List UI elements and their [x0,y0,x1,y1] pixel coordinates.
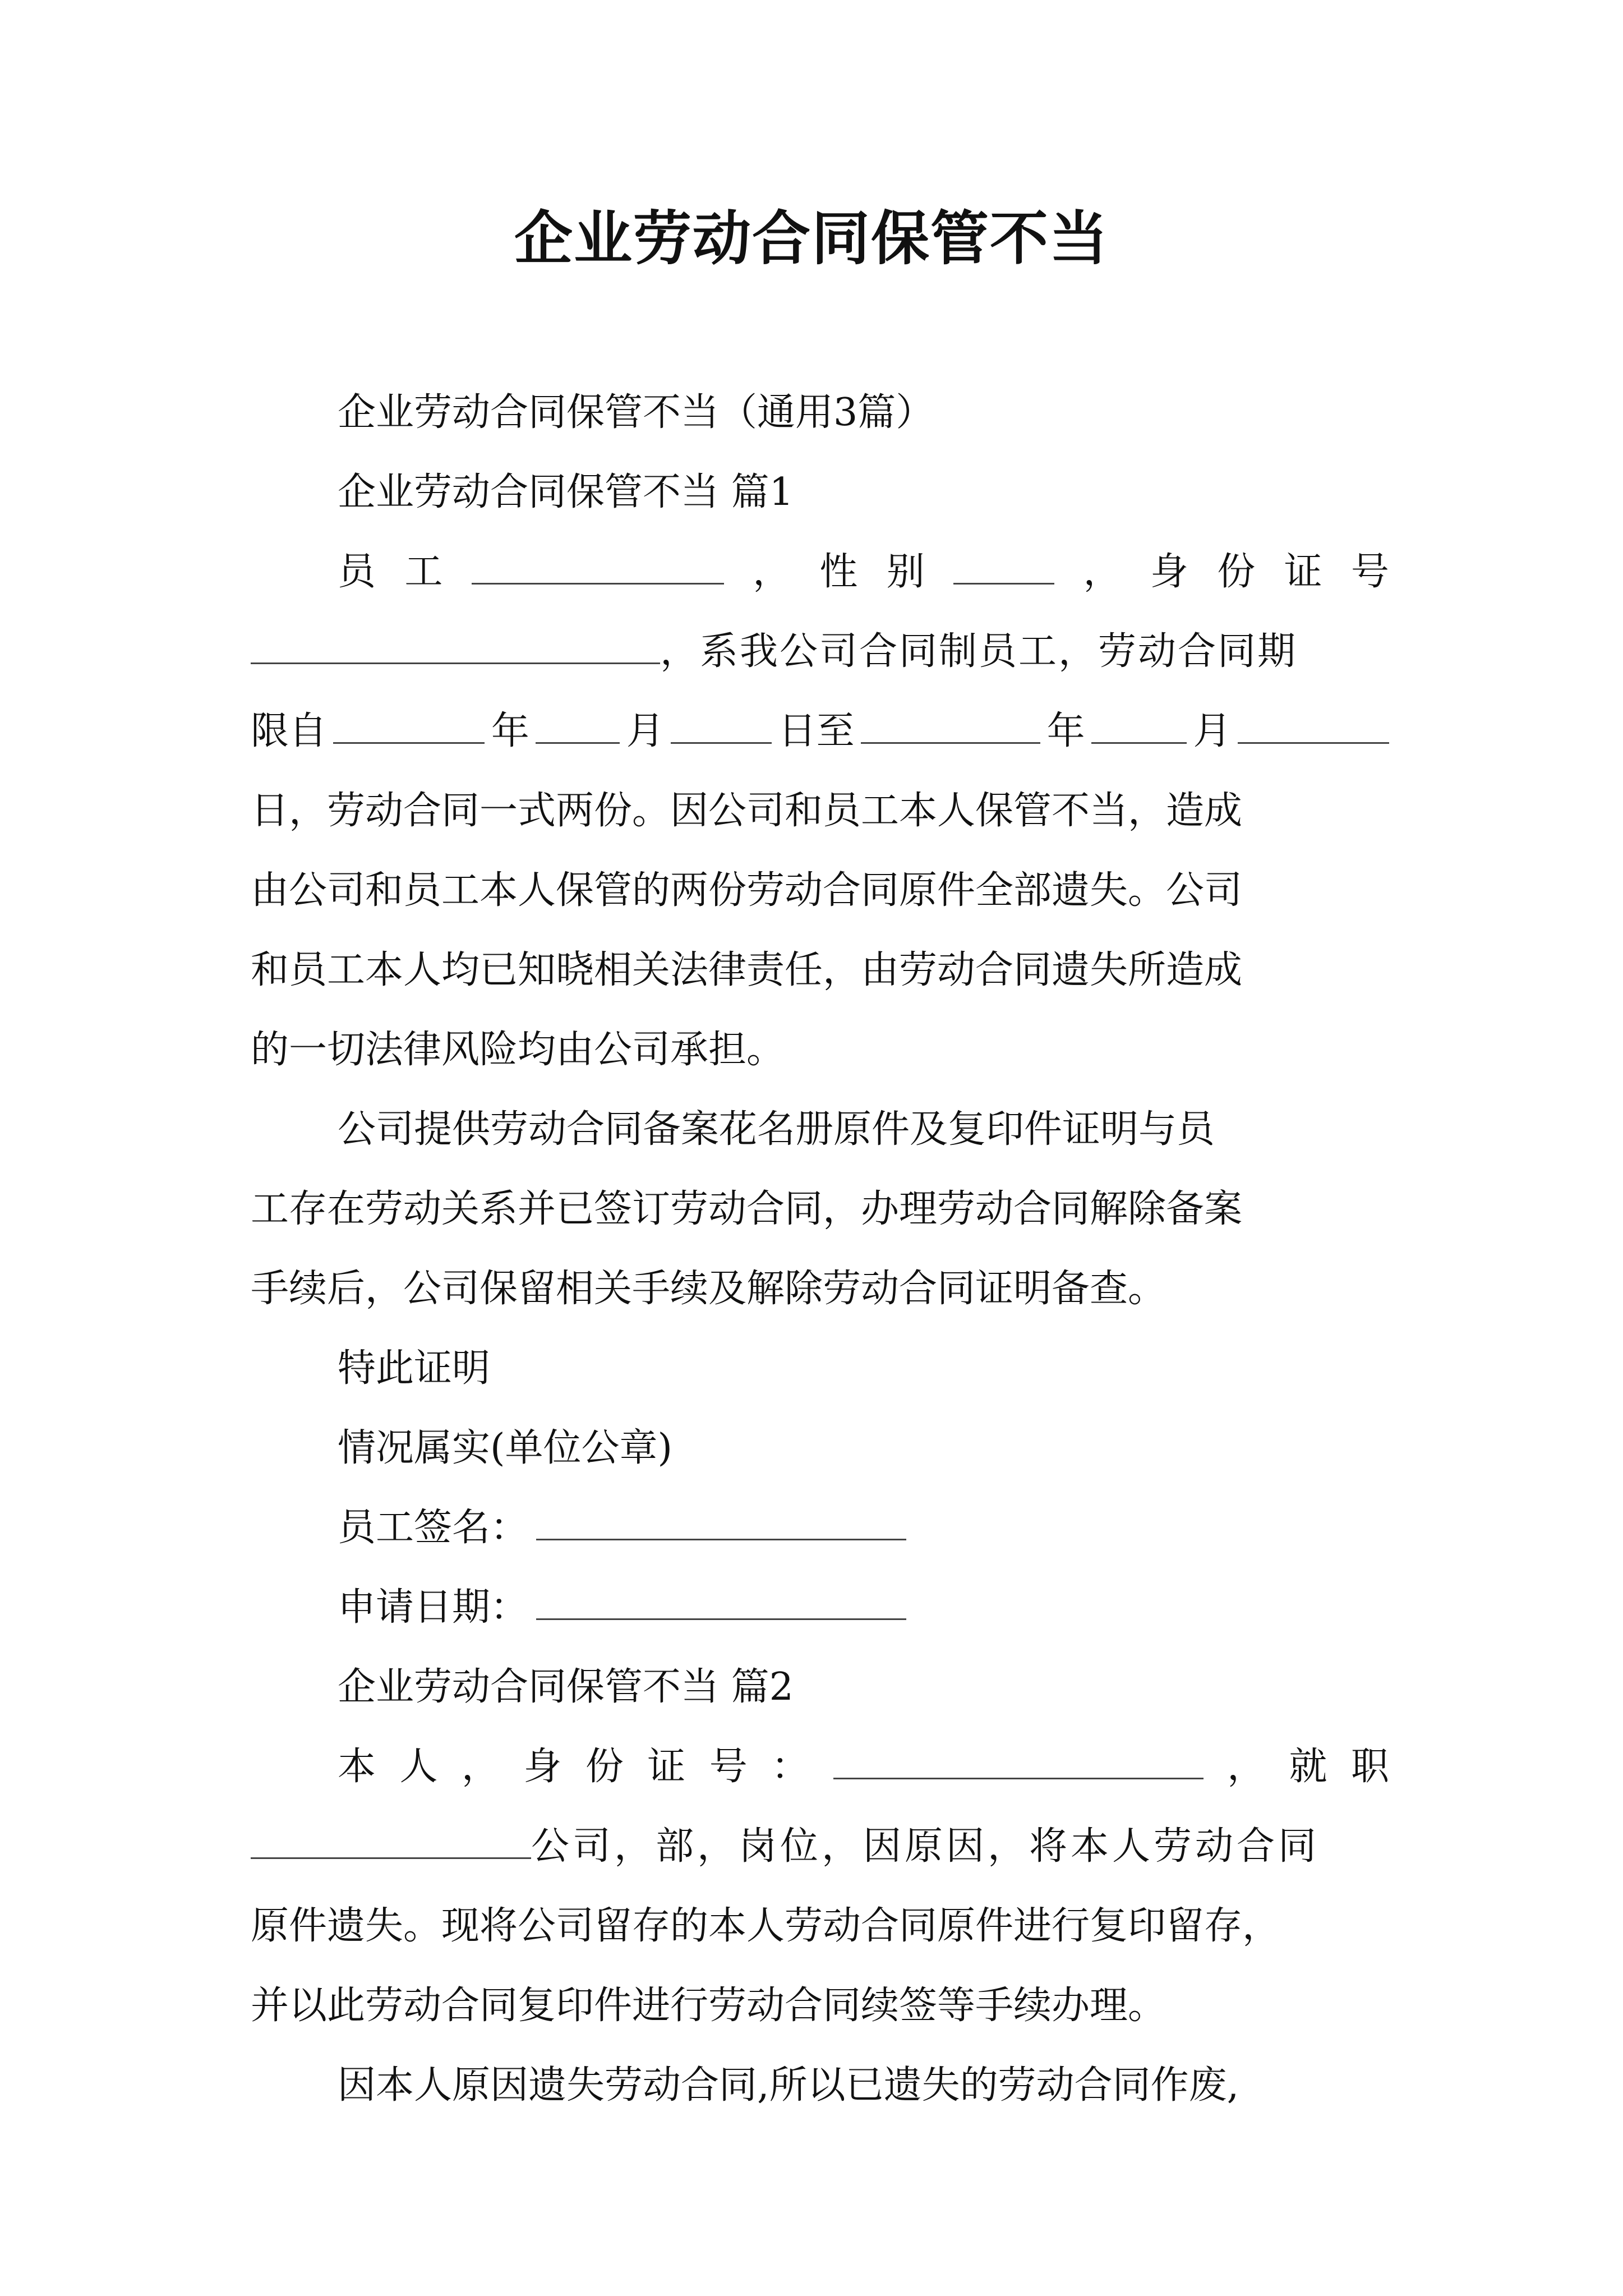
company-blank [251,1822,531,1859]
seal-text: 情况属实(单位公章) [338,1426,673,1470]
text-char: 员 [338,550,376,594]
paragraph-line: 公司提供劳动合同备案花名册原件及复印件证明与员 [338,1107,1215,1152]
signature-row [251,1488,1389,1568]
text-char: 人 [399,1745,438,1789]
section-1-line-1 [251,532,1389,612]
document-subtitle: 企业劳动合同保管不当（通用3篇） [338,390,934,435]
text-fragment: 限自 [251,709,328,753]
section-1-line-2 [251,612,1389,692]
text-char: 证 [647,1745,686,1789]
start-month-blank [536,707,620,744]
section-1-line-3 [251,692,1389,771]
paragraph-line: 日，劳动合同一式两份。因公司和员工本人保管不当，造成 [251,789,1243,833]
text-char: 号 [1350,550,1389,594]
id-number-blank [251,627,660,664]
text-fragment: 月 [626,709,665,753]
text-char: 份 [585,1745,624,1789]
text-char: 份 [1217,550,1256,594]
text-fragment: 年 [491,709,529,753]
text-char: 性 [819,550,858,594]
text-char: ， [753,550,791,594]
date-label: 申请日期： [338,1585,529,1630]
paragraph-line: 工存在劳动关系并已签订劳动合同，办理劳动合同解除备案 [251,1187,1243,1231]
text-fragment: 月 [1193,709,1232,753]
date-blank [536,1583,906,1620]
text-char: ， [1083,550,1122,594]
text-fragment: 日至 [778,709,855,753]
paragraph-line: 的一切法律风险均由公司承担。 [251,1028,785,1072]
text-char: 号 [709,1745,748,1789]
paragraph-line: 并以此劳动合同复印件进行劳动合同续签等手续办理。 [251,1984,1166,2028]
end-day-blank [1238,707,1389,744]
end-month-blank [1091,707,1187,744]
document-title: 企业劳动合同保管不当 [514,204,1109,273]
signature-label: 员工签名： [338,1506,529,1550]
line-text: ，系我公司合同制员工，劳动合同期 [660,629,1298,674]
text-char: 职 [1350,1745,1389,1789]
end-year-blank [861,707,1040,744]
text-char: 工 [404,550,443,594]
start-day-blank [671,707,772,744]
section-2-line-2 [251,1807,1389,1887]
text-fragment: 年 [1046,709,1085,753]
text-char: 身 [523,1745,562,1789]
certify-text: 特此证明 [338,1346,491,1391]
section-2-heading: 企业劳动合同保管不当 篇2 [338,1665,794,1709]
text-char: 别 [886,550,925,594]
text-char: ， [461,1745,500,1789]
name-blank [472,547,724,585]
text-char: ： [771,1745,810,1789]
line-text: 公司，部，岗位，因原因，将本人劳动合同 [531,1824,1320,1869]
text-char: 本 [338,1745,376,1789]
gender-blank [953,547,1054,585]
text-char: 证 [1284,550,1322,594]
section-2-line-1 [251,1727,1389,1807]
signature-blank [536,1503,906,1540]
id-number-blank [833,1742,1204,1779]
paragraph-line: 和员工本人均已知晓相关法律责任，由劳动合同遗失所造成 [251,948,1243,992]
date-row [251,1568,1389,1648]
paragraph-line: 原件遗失。现将公司留存的本人劳动合同原件进行复印留存， [251,1904,1281,1948]
text-char: 身 [1150,550,1188,594]
document-body [251,373,1389,2125]
text-char: ， [1227,1745,1266,1789]
start-year-blank [333,707,485,744]
paragraph-line: 由公司和员工本人保管的两份劳动合同原件全部遗失。公司 [251,868,1243,913]
section-1-heading: 企业劳动合同保管不当 篇1 [338,470,794,514]
text-char: 就 [1289,1745,1327,1789]
paragraph-line: 因本人原因遗失劳动合同,所以已遗失的劳动合同作废, [338,2063,1239,2108]
paragraph-line: 手续后，公司保留相关手续及解除劳动合同证明备查。 [251,1267,1166,1311]
